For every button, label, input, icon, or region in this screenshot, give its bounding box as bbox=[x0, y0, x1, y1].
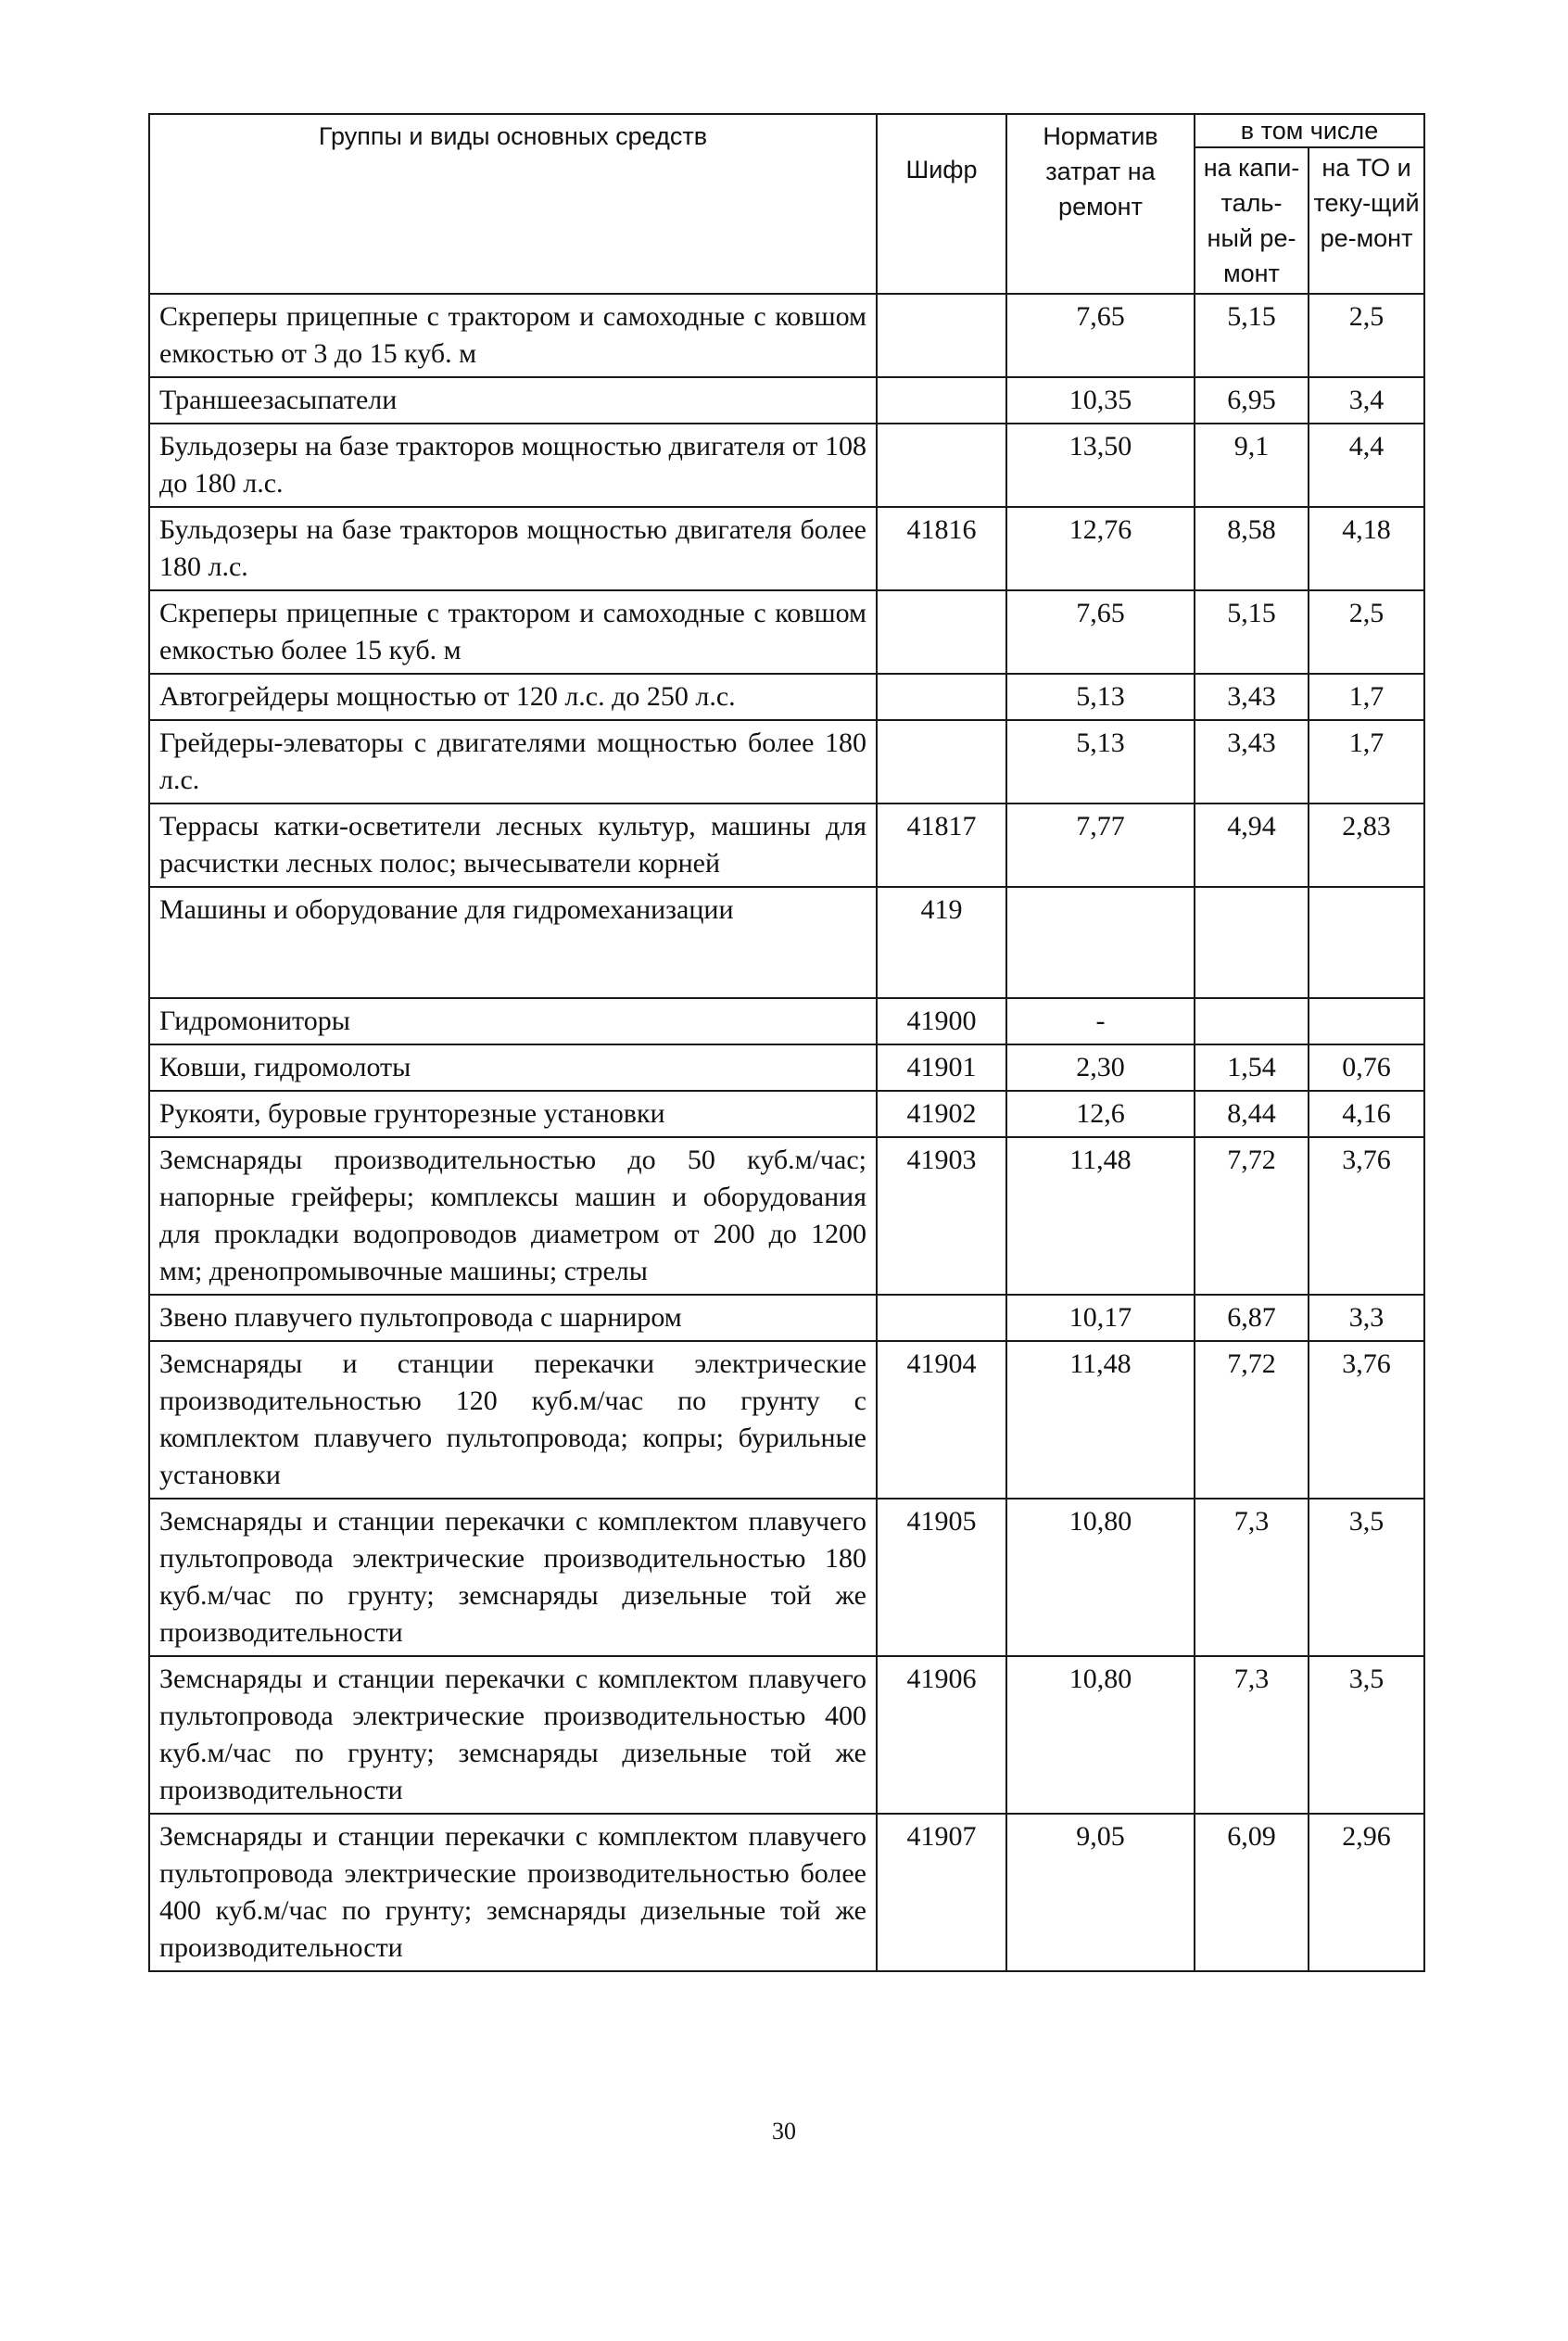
row-capital: 7,72 bbox=[1195, 1341, 1309, 1499]
row-norm: 13,50 bbox=[1006, 424, 1195, 507]
row-name: Земснаряды и станции перекачки с комплектом плавучего пультопровода электрические производительностью 400 куб.м/час по грунту; земснаряды дизельные той же производительности bbox=[149, 1656, 877, 1814]
row-norm: 7,65 bbox=[1006, 590, 1195, 674]
header-capital: на капи-таль-ный ре-монт bbox=[1195, 147, 1309, 294]
row-code: 41907 bbox=[877, 1814, 1006, 1971]
norms-table bbox=[148, 113, 1425, 1972]
row-name: Бульдозеры на базе тракторов мощностью двигателя более 180 л.с. bbox=[149, 507, 877, 590]
row-capital: 6,95 bbox=[1195, 377, 1309, 424]
row-code bbox=[877, 294, 1006, 377]
row-capital: 8,44 bbox=[1195, 1091, 1309, 1137]
row-code: 41904 bbox=[877, 1341, 1006, 1499]
row-code: 41902 bbox=[877, 1091, 1006, 1137]
row-name: Рукояти, буровые грунторезные установки bbox=[149, 1091, 877, 1137]
row-capital bbox=[1195, 998, 1309, 1044]
row-maintenance: 2,96 bbox=[1309, 1814, 1424, 1971]
table-row bbox=[149, 1137, 1424, 1295]
row-norm: - bbox=[1006, 998, 1195, 1044]
row-maintenance: 3,5 bbox=[1309, 1656, 1424, 1814]
row-code: 41901 bbox=[877, 1044, 1006, 1091]
header-cipher: Шифр bbox=[877, 114, 1006, 294]
section-norm-empty bbox=[1006, 887, 1195, 998]
table-row bbox=[149, 1499, 1424, 1656]
section-title: Машины и оборудование для гидромеханизации bbox=[149, 887, 877, 998]
table-row bbox=[149, 294, 1424, 377]
row-name: Гидромониторы bbox=[149, 998, 877, 1044]
section-maintenance-empty bbox=[1309, 887, 1424, 998]
row-code bbox=[877, 674, 1006, 720]
row-code bbox=[877, 1295, 1006, 1341]
row-norm: 5,13 bbox=[1006, 720, 1195, 804]
row-code: 41817 bbox=[877, 804, 1006, 887]
row-code: 41900 bbox=[877, 998, 1006, 1044]
row-maintenance: 4,16 bbox=[1309, 1091, 1424, 1137]
row-maintenance: 0,76 bbox=[1309, 1044, 1424, 1091]
table-row bbox=[149, 1814, 1424, 1971]
header-groups: Группы и виды основных средств bbox=[149, 114, 877, 294]
row-norm: 5,13 bbox=[1006, 674, 1195, 720]
row-capital: 7,3 bbox=[1195, 1656, 1309, 1814]
row-norm: 11,48 bbox=[1006, 1137, 1195, 1295]
section-capital-empty bbox=[1195, 887, 1309, 998]
row-name: Земснаряды и станции перекачки с комплектом плавучего пультопровода электрические производительностью 180 куб.м/час по грунту; земснаряды дизельные той же производительности bbox=[149, 1499, 877, 1656]
table-row bbox=[149, 674, 1424, 720]
row-maintenance: 3,3 bbox=[1309, 1295, 1424, 1341]
row-capital: 8,58 bbox=[1195, 507, 1309, 590]
row-capital: 5,15 bbox=[1195, 590, 1309, 674]
header-row-1 bbox=[149, 114, 1424, 147]
table-row bbox=[149, 804, 1424, 887]
row-maintenance: 2,5 bbox=[1309, 294, 1424, 377]
row-capital: 5,15 bbox=[1195, 294, 1309, 377]
row-norm: 12,76 bbox=[1006, 507, 1195, 590]
row-maintenance bbox=[1309, 998, 1424, 1044]
row-name: Земснаряды и станции перекачки с комплектом плавучего пультопровода электрические производительностью более 400 куб.м/час по грунту; земснаряды дизельные той же производительности bbox=[149, 1814, 877, 1971]
row-capital: 6,09 bbox=[1195, 1814, 1309, 1971]
row-name: Земснаряды и станции перекачки электрические производительностью 120 куб.м/час по грунту с комплектом плавучего пультопровода; копры; бурильные установки bbox=[149, 1341, 877, 1499]
row-code: 41816 bbox=[877, 507, 1006, 590]
row-name: Скреперы прицепные с трактором и самоходные с ковшом емкостью более 15 куб. м bbox=[149, 590, 877, 674]
table-row bbox=[149, 1295, 1424, 1341]
table-row bbox=[149, 998, 1424, 1044]
row-code: 41906 bbox=[877, 1656, 1006, 1814]
row-norm: 12,6 bbox=[1006, 1091, 1195, 1137]
row-name: Бульдозеры на базе тракторов мощностью двигателя от 108 до 180 л.с. bbox=[149, 424, 877, 507]
table-row bbox=[149, 1091, 1424, 1137]
row-code bbox=[877, 424, 1006, 507]
row-norm: 2,30 bbox=[1006, 1044, 1195, 1091]
row-maintenance: 4,4 bbox=[1309, 424, 1424, 507]
row-name: Земснаряды производительностью до 50 куб.м/час; напорные грейферы; комплексы машин и оборудования для прокладки водопроводов диаметром от 200 до 1200 мм; дренопромывочные машины; стрелы bbox=[149, 1137, 877, 1295]
row-name: Ковши, гидромолоты bbox=[149, 1044, 877, 1091]
row-capital: 4,94 bbox=[1195, 804, 1309, 887]
row-name: Скреперы прицепные с трактором и самоходные с ковшом емкостью от 3 до 15 куб. м bbox=[149, 294, 877, 377]
row-capital: 3,43 bbox=[1195, 674, 1309, 720]
row-norm: 10,35 bbox=[1006, 377, 1195, 424]
row-maintenance: 3,76 bbox=[1309, 1137, 1424, 1295]
table-row bbox=[149, 720, 1424, 804]
row-norm: 7,65 bbox=[1006, 294, 1195, 377]
table-row bbox=[149, 424, 1424, 507]
row-maintenance: 4,18 bbox=[1309, 507, 1424, 590]
row-code: 41903 bbox=[877, 1137, 1006, 1295]
section-code: 419 bbox=[877, 887, 1006, 998]
row-norm: 9,05 bbox=[1006, 1814, 1195, 1971]
row-name: Грейдеры-элеваторы с двигателями мощностью более 180 л.с. bbox=[149, 720, 877, 804]
row-code bbox=[877, 590, 1006, 674]
row-capital: 6,87 bbox=[1195, 1295, 1309, 1341]
row-capital: 7,3 bbox=[1195, 1499, 1309, 1656]
row-name: Звено плавучего пультопровода с шарниром bbox=[149, 1295, 877, 1341]
row-name: Террасы катки-осветители лесных культур, машины для расчистки лесных полос; вычесыватели корней bbox=[149, 804, 877, 887]
row-maintenance: 1,7 bbox=[1309, 674, 1424, 720]
row-maintenance: 2,5 bbox=[1309, 590, 1424, 674]
row-code bbox=[877, 720, 1006, 804]
row-maintenance: 1,7 bbox=[1309, 720, 1424, 804]
section-row bbox=[149, 887, 1424, 998]
row-maintenance: 3,4 bbox=[1309, 377, 1424, 424]
row-name: Автогрейдеры мощностью от 120 л.с. до 250 л.с. bbox=[149, 674, 877, 720]
table-row bbox=[149, 1656, 1424, 1814]
row-code bbox=[877, 377, 1006, 424]
table-row bbox=[149, 507, 1424, 590]
row-norm: 10,80 bbox=[1006, 1499, 1195, 1656]
row-maintenance: 3,5 bbox=[1309, 1499, 1424, 1656]
row-capital: 7,72 bbox=[1195, 1137, 1309, 1295]
row-capital: 9,1 bbox=[1195, 424, 1309, 507]
row-norm: 10,80 bbox=[1006, 1656, 1195, 1814]
row-norm: 7,77 bbox=[1006, 804, 1195, 887]
row-norm: 10,17 bbox=[1006, 1295, 1195, 1341]
row-capital: 3,43 bbox=[1195, 720, 1309, 804]
page-number: 30 bbox=[772, 2118, 796, 2145]
row-code: 41905 bbox=[877, 1499, 1006, 1656]
header-maintenance: на ТО и теку-щий ре-монт bbox=[1309, 147, 1424, 294]
row-maintenance: 2,83 bbox=[1309, 804, 1424, 887]
row-capital: 1,54 bbox=[1195, 1044, 1309, 1091]
header-including: в том числе bbox=[1195, 114, 1424, 147]
table-row bbox=[149, 590, 1424, 674]
table-row bbox=[149, 377, 1424, 424]
row-maintenance: 3,76 bbox=[1309, 1341, 1424, 1499]
table-row bbox=[149, 1341, 1424, 1499]
table-row bbox=[149, 1044, 1424, 1091]
row-name: Траншеезасыпатели bbox=[149, 377, 877, 424]
header-norm: Норматив затрат на ремонт bbox=[1006, 114, 1195, 294]
row-norm: 11,48 bbox=[1006, 1341, 1195, 1499]
